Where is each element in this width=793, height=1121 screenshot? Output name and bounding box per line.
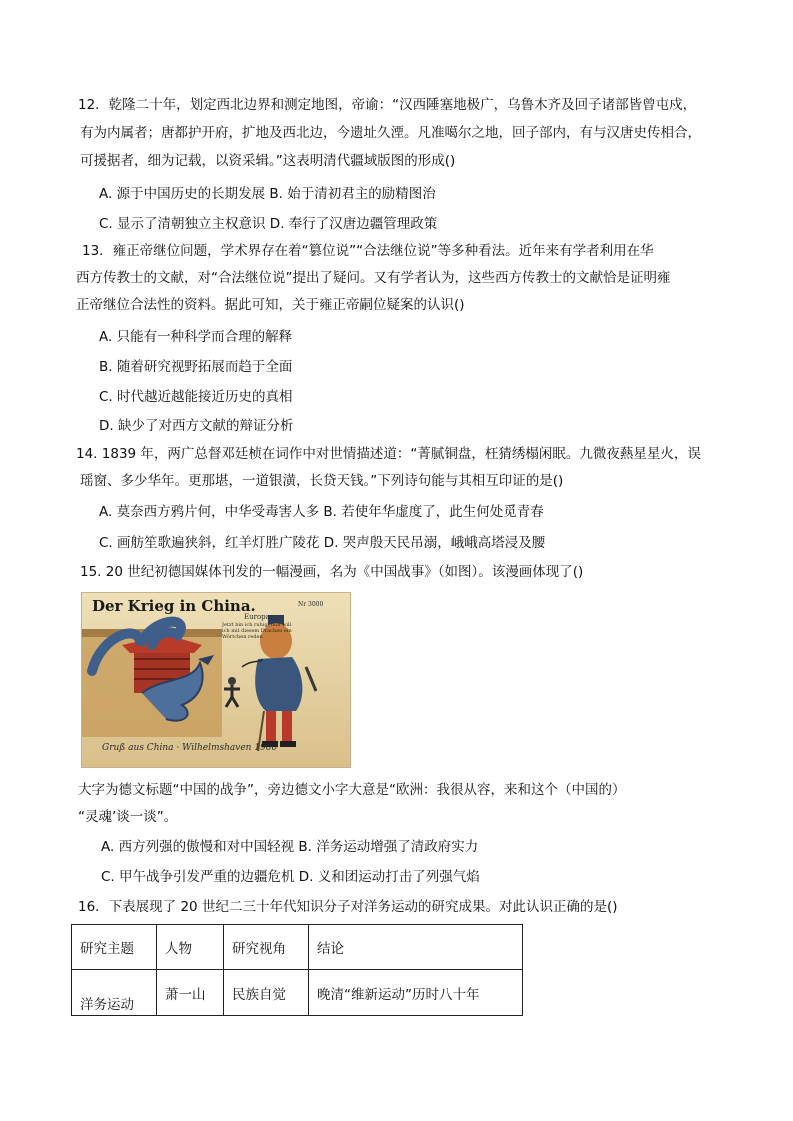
q14-stem-line-2: 瑶窗、多少华年。更那堪，一道银潢，长贷天钱。”下列诗句能与其相互印证的是() bbox=[80, 473, 564, 489]
q12-stem-line-3: 可援据者，细为记载，以资采辑。”这表明清代疆域版图的形成() bbox=[80, 153, 456, 169]
q15-option-cd: C. 甲午战争引发严重的边疆危机 D. 义和团运动打击了列强气焰 bbox=[101, 869, 480, 885]
q13-option-b: B. 随着研究视野拓展而趋于全面 bbox=[99, 359, 293, 375]
cartoon-caption-text: Jetzt bin ich ruhig, nun will ich mit diesem Drachen ein Wörtchen reden bbox=[222, 622, 292, 640]
q13-option-d: D. 缺少了对西方文献的辩证分析 bbox=[99, 418, 294, 434]
q13-stem-line-1: 13．雍正帝继位问题，学术界存在着“篡位说”“合法继位说”等多种看法。近年来有学者利用在华 bbox=[82, 243, 654, 259]
q12-option-cd: C. 显示了清朝独立主权意识 D. 奉行了汉唐边疆管理政策 bbox=[99, 216, 438, 232]
q12-option-ab: A. 源于中国历史的长期发展 B. 始于清初君主的励精图治 bbox=[99, 186, 436, 202]
table-row bbox=[72, 970, 523, 1016]
table-header-cell: 人物 bbox=[157, 925, 224, 970]
q13-stem-line-3: 正帝继位合法性的资料。据此可知，关于雍正帝嗣位疑案的认识() bbox=[76, 297, 465, 313]
q15-note-line-1: 大字为德文标题“中国的战争”，旁边德文小字大意是“欧洲：我很从容，来和这个（中国的） bbox=[78, 782, 626, 798]
cartoon-number: Nr 3000 bbox=[298, 601, 324, 608]
q14-stem-line-1: 14. 1839 年，两广总督邓廷桢在词作中对世情描述道：“菁腻铜盘，枉猜绣榻闲眠。九微夜爇星星火，误 bbox=[76, 446, 701, 462]
table-header-row bbox=[72, 925, 523, 970]
table-header-cell: 结论 bbox=[309, 925, 523, 970]
research-table bbox=[71, 924, 523, 1016]
table-cell: 洋务运动 bbox=[72, 970, 157, 1016]
q12-stem-line-2: 有为内属者；唐都护开府，扩地及西北边，今遗址久湮。凡准噶尔之地，回子部内，有与汉唐史传相合， bbox=[80, 125, 701, 141]
cartoon-bottom-note: Gruß aus China · Wilhelmshaven 1900 bbox=[102, 743, 278, 753]
q13-option-a: A. 只能有一种科学而合理的解释 bbox=[99, 329, 293, 345]
table-cell: 萧一山 bbox=[157, 970, 224, 1016]
table-header-cell: 研究视角 bbox=[224, 925, 309, 970]
q14-option-cd: C. 画舫笙歌遍狭斜，红羊灯胜广陵花 D. 哭声殷天民吊溺，峨峨高塔浸及腰 bbox=[99, 535, 546, 551]
table-cell: 晚清“维新运动”历时八十年 bbox=[309, 970, 523, 1016]
q15-option-ab: A. 西方列强的傲慢和对中国轻视 B. 洋务运动增强了清政府实力 bbox=[101, 839, 479, 855]
table-cell: 民族自觉 bbox=[224, 970, 309, 1016]
q12-stem-line-1: 12．乾隆二十年，划定西北边界和测定地图，帝谕：“汉西陲塞地极广，乌鲁木齐及回子诸部皆曾屯戍， bbox=[78, 97, 697, 113]
q14-option-ab: A. 莫奈西方鸦片何，中华受毒害人多 B. 若使年华虚度了，此生何处觅青春 bbox=[99, 504, 544, 520]
q13-option-c: C. 时代越近越能接近历史的真相 bbox=[99, 389, 293, 405]
q15-stem: 15. 20 世纪初德国媒体刊发的一幅漫画，名为《中国战事》（如图）。该漫画体现了() bbox=[80, 564, 584, 580]
cartoon-caption-heading: Europa: bbox=[244, 613, 273, 621]
q15-note-line-2: “灵魂’谈一谈”。 bbox=[78, 809, 178, 825]
cartoon-title: Der Krieg in China. bbox=[92, 597, 256, 615]
q16-stem: 16．下表展现了 20 世纪二三十年代知识分子对洋务运动的研究成果。对此认识正确的是() bbox=[78, 899, 618, 915]
cartoon-der-krieg-in-china bbox=[81, 592, 351, 768]
q13-stem-line-2: 西方传教士的文献，对“合法继位说”提出了疑问。又有学者认为，这些西方传教士的文献恰是证明雍 bbox=[76, 270, 671, 286]
table-header-cell: 研究主题 bbox=[72, 925, 157, 970]
cartoon-illustration bbox=[82, 593, 350, 767]
